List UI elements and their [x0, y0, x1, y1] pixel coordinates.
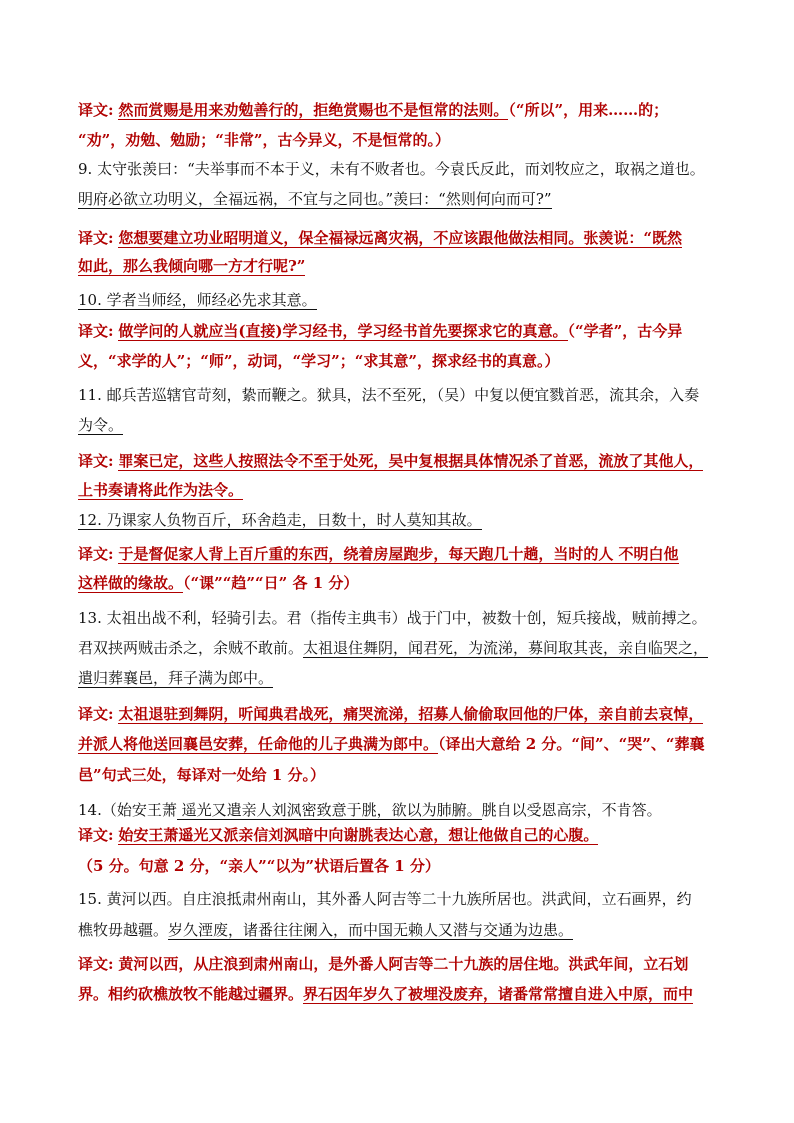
- translation-line: [78, 951, 718, 977]
- note-text: （“课”“趋”“日” 各 1 分）: [183, 574, 359, 592]
- note-text: 邑”句式三处，每译对一处给 1 分。）: [78, 766, 326, 784]
- source-text: 11. 邮兵苦巡辖官苛刻，絷而鞭之。狱具，法不至死，（吴）中复以便宜戮首恶，流其余，入奏: [78, 386, 700, 404]
- source-text-underlined: 12. 乃课家人负物百斤，环舍趋走，日数十，时人莫知其故。: [78, 511, 482, 529]
- translation-label: 译文:: [78, 322, 114, 340]
- source-line: [78, 665, 718, 691]
- source-text-underlined: 岁久湮废，诸番往往阑入，而中国无赖人又潜与交通为边患。: [168, 921, 574, 939]
- translation-text: 做学问的人就应当(直接)学习经书，学习经书首先要探求它的真意。: [118, 322, 568, 340]
- translation-text: 这样做的缘故。: [78, 574, 184, 592]
- translation-line: [78, 253, 718, 279]
- source-text-underlined: 遥光又遣亲人刘沨密致意于朓，欲以为肺腑。: [176, 801, 482, 819]
- translation-line: [78, 318, 718, 344]
- source-line: [78, 605, 718, 631]
- source-text: 14.（始安王萧: [78, 801, 177, 819]
- translation-label: 译文:: [78, 826, 114, 844]
- source-text: 13. 太祖出战不利，轻骑引去。君（指传主典韦）战于门中，被数十创，短兵接战，贼前搏之。: [78, 609, 707, 627]
- translation-line: [78, 448, 718, 474]
- translation-line: [78, 570, 718, 596]
- translation-label: 译文:: [78, 101, 114, 119]
- translation-line: [78, 477, 718, 503]
- source-line: [78, 412, 718, 438]
- note-text: （译出大意给 2 分。“间”、“哭”、“葬襄: [438, 735, 705, 753]
- translation-text: 界。相约砍樵放牧不能越过疆界。: [78, 985, 304, 1003]
- source-line: [78, 917, 718, 943]
- note-line: [78, 348, 718, 374]
- note-text: （5 分。句意 2 分，“亲人”“以为”状语后置各 1 分）: [78, 857, 440, 875]
- source-text-underlined: 太祖退住舞阴，闻君死，为流涕，募间取其丧，亲自临哭之，: [303, 639, 709, 657]
- note-line: [78, 762, 718, 788]
- source-text-underlined: 遣归葬襄邑，拜子满为郎中。: [78, 669, 274, 687]
- source-text: 9. 太守张羡曰：“夫举事而不本于义，未有不败者也。今袁氏反此，而刘牧应之，取祸之道也。: [78, 160, 705, 178]
- source-line: [78, 382, 718, 408]
- source-line: [78, 287, 718, 313]
- translation-text: 您想要建立功业昭明道义，保全福禄远离灾祸，不应该跟他做法相同。张羡说：“既然: [118, 229, 682, 247]
- translation-text-underlined: 界石因年岁久了被埋没废弃，诸番常常擅自进入中原，而中: [303, 985, 694, 1003]
- translation-text: 上书奏请将此作为法令。: [78, 481, 244, 499]
- translation-label: 译文:: [78, 705, 114, 723]
- source-line: [78, 186, 718, 212]
- translation-label: 译文:: [78, 229, 114, 247]
- source-text-underlined: 10. 学者当师经，师经必先求其意。: [78, 291, 317, 309]
- translation-line: [78, 225, 718, 251]
- note-text: （“所以”，用来……的；: [508, 101, 669, 119]
- source-text-underlined: 明府必欲立功明义，全福远祸，不宜与之同也。”羡曰：“然则何向而可?”: [78, 190, 552, 208]
- translation-line: [78, 701, 718, 727]
- source-line: [78, 797, 718, 823]
- source-line: [78, 886, 718, 912]
- source-line: [78, 635, 718, 661]
- translation-label: 译文:: [78, 545, 114, 563]
- translation-text: 太祖退驻到舞阴，听闻典君战死，痛哭流涕，招募人偷偷取回他的尸体，亲自前去哀悼，: [118, 705, 704, 723]
- translation-text: 于是督促家人背上百斤重的东西，绕着房屋跑步，每天跑几十趟，当时的人 不明白他: [118, 545, 679, 563]
- translation-text: 并派人将他送回襄邑安葬，任命他的儿子典满为郎中。: [78, 735, 439, 753]
- translation-line: [78, 97, 718, 123]
- source-line: [78, 507, 718, 533]
- translation-line: [78, 981, 718, 1007]
- translation-line: [78, 731, 718, 757]
- source-text: 朓自以受恩高宗，不肯答。: [481, 801, 662, 819]
- translation-label: 译文:: [78, 955, 114, 973]
- translation-text: 然而赏赐是用来劝勉善行的，拒绝赏赐也不是恒常的法则。: [118, 101, 509, 119]
- source-text-underlined: 为令。: [78, 416, 124, 434]
- note-text: “劝”，劝勉、勉励；“非常”，古今异义，不是恒常的。）: [78, 131, 451, 149]
- translation-label: 译文:: [78, 452, 114, 470]
- translation-line: [78, 541, 718, 567]
- note-line: [78, 127, 718, 153]
- source-text: 君双挟两贼击杀之，余贼不敢前。: [78, 639, 304, 657]
- source-line: [78, 156, 718, 182]
- source-text: 樵牧毋越疆。: [78, 921, 169, 939]
- translation-text: 如此，那么我倾向哪一方才行呢?”: [78, 257, 306, 275]
- translation-line: [78, 822, 718, 848]
- note-text: （“学者”，古今异: [567, 322, 683, 340]
- note-text: 义，“求学的人”；“师”，动词，“学习”；“求其意”，探求经书的真意。）: [78, 352, 560, 370]
- translation-text: 黄河以西，从庄浪到肃州南山，是外番人阿吉等二十九族的居住地。洪武年间，立石划: [118, 955, 689, 973]
- note-line: [78, 853, 718, 879]
- translation-text: 罪案已定，这些人按照法令不至于处死，吴中复根据具体情况杀了首恶，流放了其他人，: [118, 452, 704, 470]
- translation-text: 始安王萧遥光又派亲信刘沨暗中向谢朓表达心意，想让他做自己的心腹。: [118, 826, 599, 844]
- source-text: 15. 黄河以西。自庄浪抵肃州南山，其外番人阿吉等二十九族所居也。洪武间，立石画界，约: [78, 890, 692, 908]
